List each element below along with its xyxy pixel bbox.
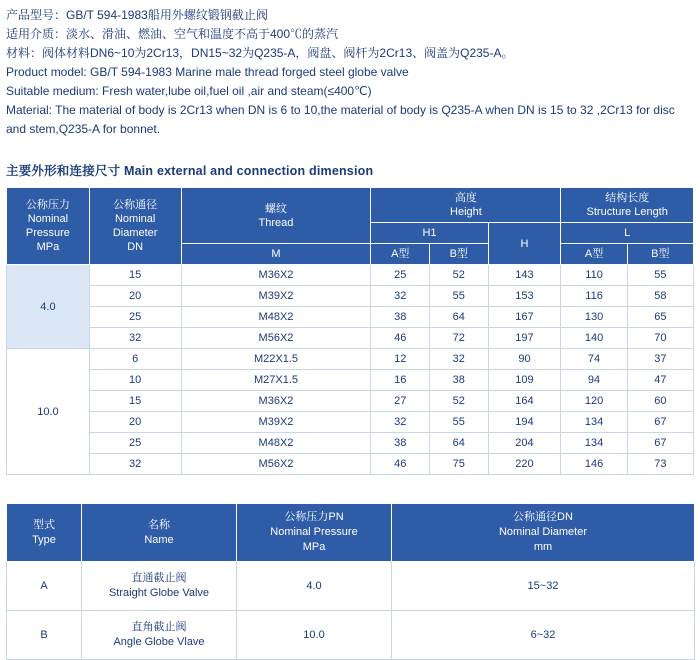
table-row <box>7 265 694 286</box>
cell-h1-b: 64 <box>430 433 489 454</box>
cell-h: 204 <box>488 433 561 454</box>
cell-dn: 6 <box>89 349 181 370</box>
cell-h: 197 <box>488 328 561 349</box>
cell-name: 直角截止阀 Angle Globe Vlave <box>82 611 237 660</box>
header-structure-length: 结构长度 Structure Length <box>561 188 694 223</box>
cell-thread: M39X2 <box>181 286 371 307</box>
cell-l-a: 134 <box>561 412 627 433</box>
cell-dn: 15 <box>89 391 181 412</box>
cell-diameter: 6~32 <box>392 611 695 660</box>
table-row <box>7 286 694 307</box>
cell-h1-b: 32 <box>430 349 489 370</box>
cell-thread: M56X2 <box>181 454 371 475</box>
cell-name: 直通截止阀 Straight Globe Valve <box>82 562 237 611</box>
cell-h1-a: 32 <box>371 412 430 433</box>
cell-h1-b: 64 <box>430 307 489 328</box>
cell-thread: M22X1.5 <box>181 349 371 370</box>
header-h1-a: A型 <box>371 244 430 265</box>
cell-h1-a: 27 <box>371 391 430 412</box>
header-height: 高度 Height <box>371 188 561 223</box>
intro-line-model: 产品型号：GB/T 594-1983船用外螺纹锻钢截止阀 <box>6 8 268 22</box>
intro-line-model-en: Product model: GB/T 594-1983 Marine male thread forged steel globe valve <box>6 65 409 79</box>
table-row <box>7 370 694 391</box>
type-table-header-row <box>7 504 695 562</box>
cell-dn: 10 <box>89 370 181 391</box>
table-row <box>7 562 695 611</box>
cell-thread: M36X2 <box>181 265 371 286</box>
cell-thread: M56X2 <box>181 328 371 349</box>
header-nominal-pressure-pn: 公称压力PN Nominal Pressure MPa <box>237 504 392 562</box>
header-type: 型式 Type <box>7 504 82 562</box>
cell-h1-a: 12 <box>371 349 430 370</box>
header-l: L <box>561 223 694 244</box>
cell-h1-b: 38 <box>430 370 489 391</box>
dimension-table-header-row-1 <box>7 188 694 223</box>
cell-dn: 20 <box>89 412 181 433</box>
intro-line-medium-en: Suitable medium: Fresh water,lube oil,fuel oil ,air and steam(≤400℃) <box>6 84 372 98</box>
cell-l-b: 37 <box>627 349 693 370</box>
cell-l-b: 67 <box>627 412 693 433</box>
cell-h1-a: 46 <box>371 328 430 349</box>
cell-l-b: 47 <box>627 370 693 391</box>
header-nominal-pressure: 公称压力 Nominal Pressure MPa <box>7 188 90 265</box>
cell-diameter: 15~32 <box>392 562 695 611</box>
header-l-b: B型 <box>627 244 693 265</box>
cell-h1-b: 55 <box>430 286 489 307</box>
cell-h1-a: 38 <box>371 307 430 328</box>
cell-h1-b: 72 <box>430 328 489 349</box>
intro-line-material: 材料：阀体材料DN6~10为2Cr13，DN15~32为Q235-A，阀盘、阀杆为2Cr13、阀盖为Q235-A。 <box>6 46 514 60</box>
table-row <box>7 328 694 349</box>
cell-l-b: 55 <box>627 265 693 286</box>
cell-pressure-group-1: 4.0 <box>7 265 90 349</box>
header-l-a: A型 <box>561 244 627 265</box>
cell-h: 167 <box>488 307 561 328</box>
section-title-cn: 主要外形和连接尺寸 <box>6 164 121 178</box>
cell-l-b: 73 <box>627 454 693 475</box>
cell-h1-a: 16 <box>371 370 430 391</box>
cell-dn: 25 <box>89 307 181 328</box>
cell-l-a: 134 <box>561 433 627 454</box>
cell-l-a: 110 <box>561 265 627 286</box>
cell-h: 194 <box>488 412 561 433</box>
cell-l-b: 65 <box>627 307 693 328</box>
dimension-table <box>6 187 694 475</box>
header-h1-b: B型 <box>430 244 489 265</box>
cell-l-a: 116 <box>561 286 627 307</box>
table-row <box>7 412 694 433</box>
cell-l-b: 67 <box>627 433 693 454</box>
cell-l-a: 146 <box>561 454 627 475</box>
table-row <box>7 433 694 454</box>
cell-l-a: 140 <box>561 328 627 349</box>
cell-h1-a: 32 <box>371 286 430 307</box>
table-row <box>7 349 694 370</box>
cell-l-b: 60 <box>627 391 693 412</box>
cell-h: 164 <box>488 391 561 412</box>
cell-thread: M39X2 <box>181 412 371 433</box>
cell-h: 153 <box>488 286 561 307</box>
cell-l-a: 130 <box>561 307 627 328</box>
table-row <box>7 307 694 328</box>
header-h: H <box>488 223 561 265</box>
header-h1: H1 <box>371 223 488 244</box>
cell-l-a: 74 <box>561 349 627 370</box>
cell-h1-a: 46 <box>371 454 430 475</box>
cell-h1-a: 25 <box>371 265 430 286</box>
cell-h: 109 <box>488 370 561 391</box>
cell-h: 143 <box>488 265 561 286</box>
cell-thread: M48X2 <box>181 433 371 454</box>
cell-pressure: 10.0 <box>237 611 392 660</box>
header-nominal-diameter: 公称通径 Nominal Diameter DN <box>89 188 181 265</box>
cell-h1-a: 38 <box>371 433 430 454</box>
cell-thread: M36X2 <box>181 391 371 412</box>
cell-h1-b: 75 <box>430 454 489 475</box>
intro-block <box>0 6 700 139</box>
header-name: 名称 Name <box>82 504 237 562</box>
table-row <box>7 391 694 412</box>
cell-dn: 20 <box>89 286 181 307</box>
cell-pressure-group-2: 10.0 <box>7 349 90 475</box>
cell-type: A <box>7 562 82 611</box>
cell-h1-b: 52 <box>430 265 489 286</box>
header-thread-m: M <box>181 244 371 265</box>
header-nominal-diameter-dn: 公称通径DN Nominal Diameter mm <box>392 504 695 562</box>
intro-line-medium: 适用介质：淡水、滑油、燃油、空气和温度不高于400℃的蒸汽 <box>6 27 339 41</box>
section-title <box>6 161 700 179</box>
cell-h: 220 <box>488 454 561 475</box>
cell-thread: M48X2 <box>181 307 371 328</box>
table-row <box>7 454 694 475</box>
cell-dn: 15 <box>89 265 181 286</box>
cell-dn: 32 <box>89 328 181 349</box>
cell-l-a: 120 <box>561 391 627 412</box>
cell-pressure: 4.0 <box>237 562 392 611</box>
cell-l-a: 94 <box>561 370 627 391</box>
cell-thread: M27X1.5 <box>181 370 371 391</box>
cell-h1-b: 55 <box>430 412 489 433</box>
cell-h1-b: 52 <box>430 391 489 412</box>
cell-type: B <box>7 611 82 660</box>
cell-h: 90 <box>488 349 561 370</box>
type-table <box>6 503 695 660</box>
intro-line-material-en: Material: The material of body is 2Cr13 when DN is 6 to 10,the material of body is Q235-A when DN is 15 to 32 ,2Cr13 for disc and stem,Q235-A for bonnet. <box>6 103 675 136</box>
cell-dn: 32 <box>89 454 181 475</box>
header-thread: 螺纹 Thread <box>181 188 371 244</box>
cell-l-b: 70 <box>627 328 693 349</box>
section-title-en: Main external and connection dimension <box>124 164 374 178</box>
cell-dn: 25 <box>89 433 181 454</box>
table-row <box>7 611 695 660</box>
cell-l-b: 58 <box>627 286 693 307</box>
